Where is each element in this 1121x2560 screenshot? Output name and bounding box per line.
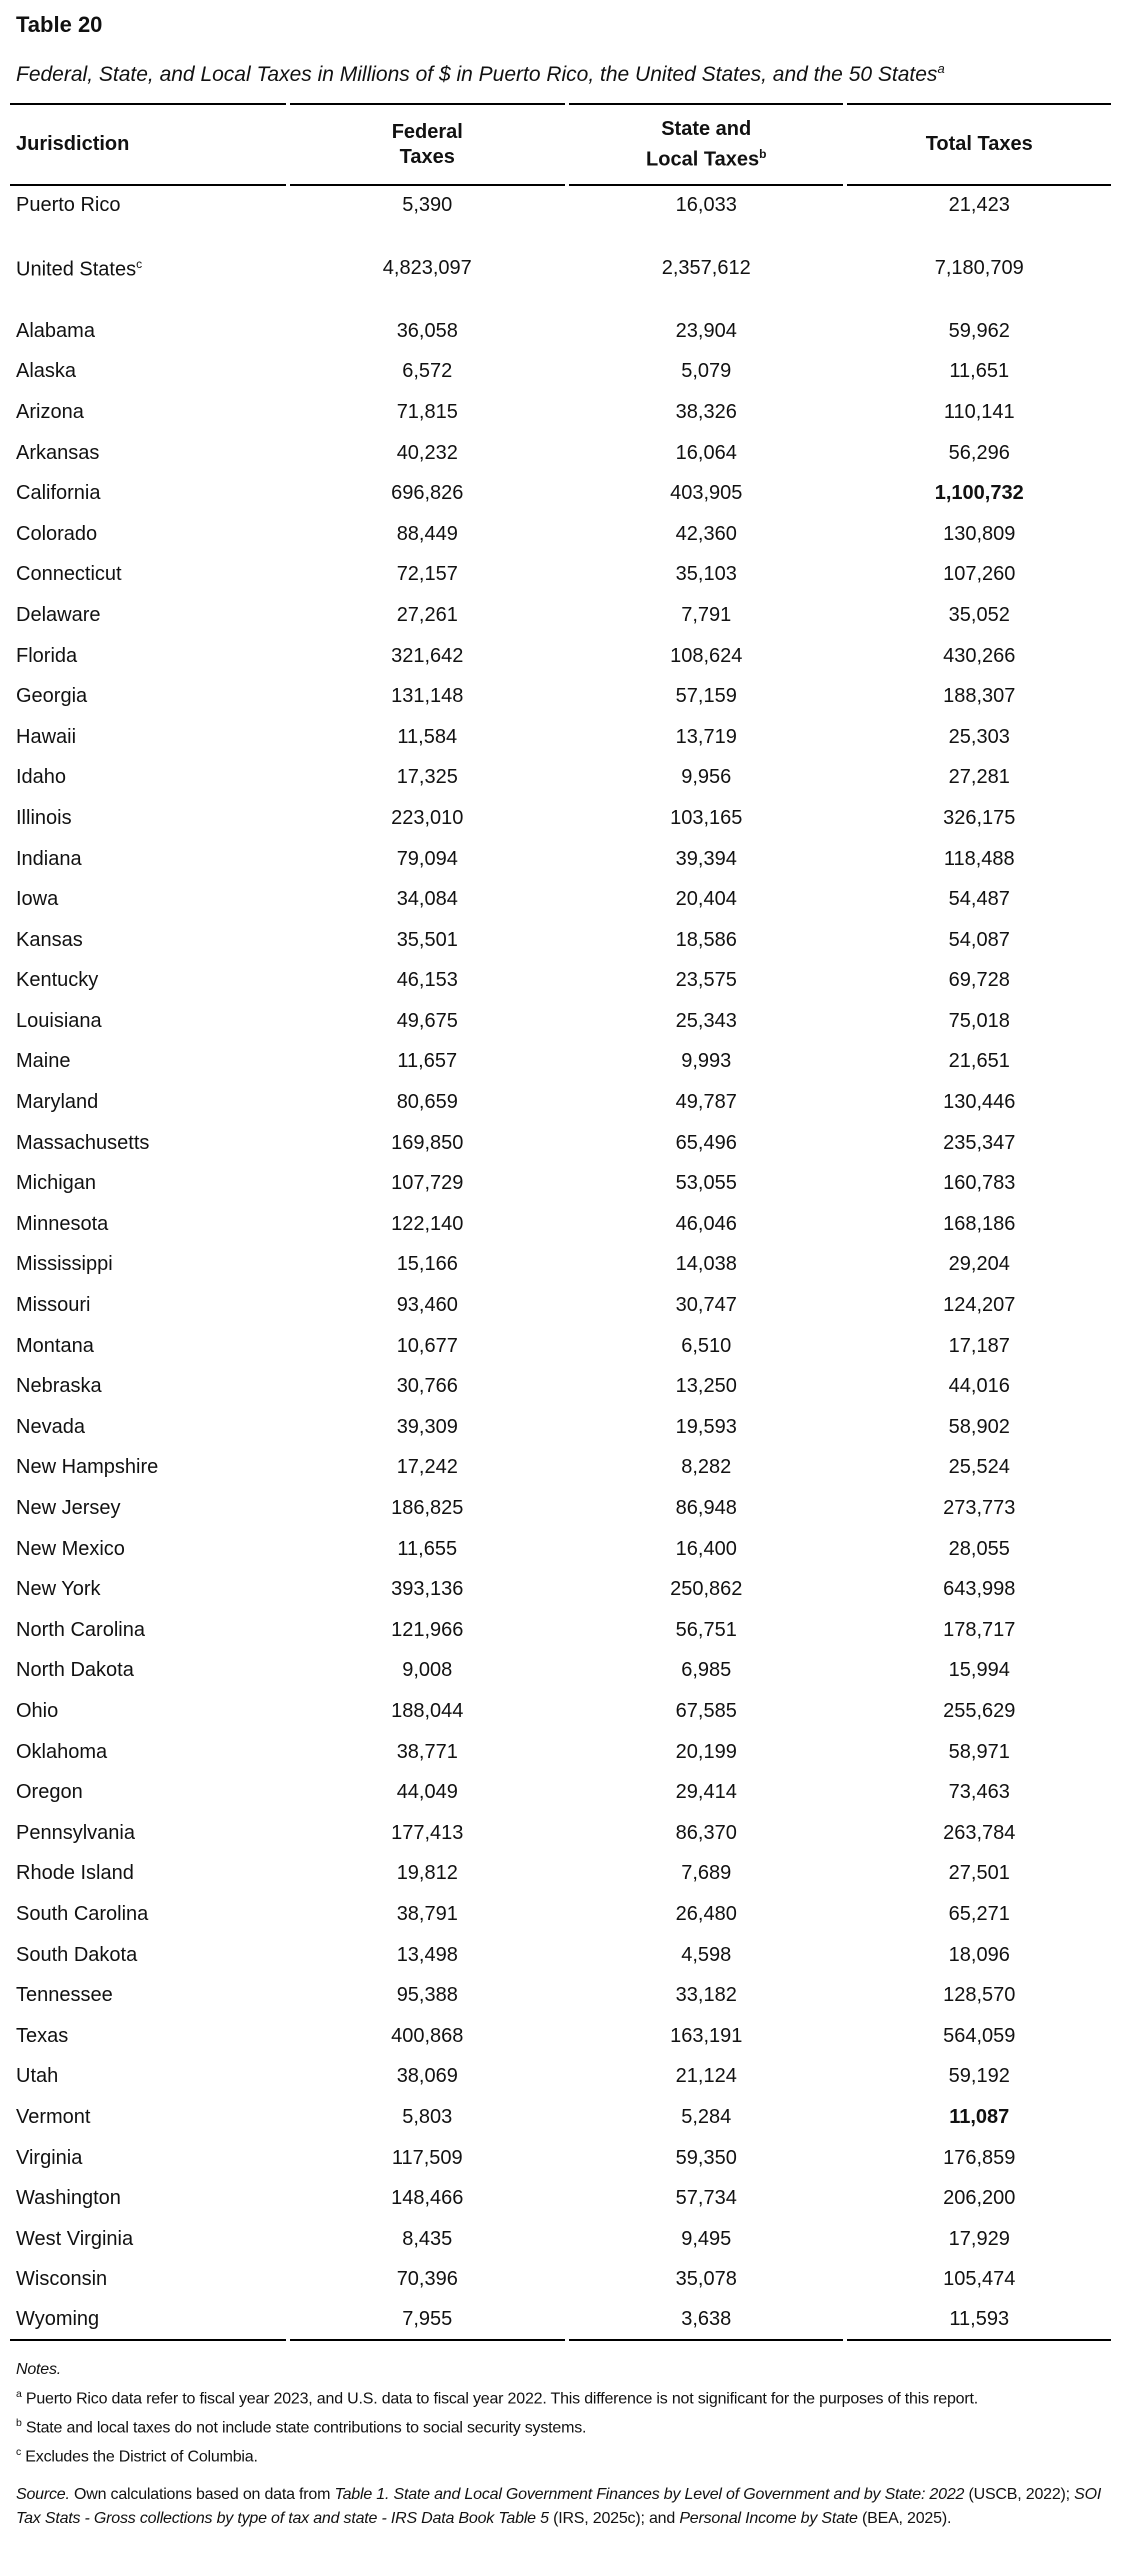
table-row	[10, 1894, 1111, 1935]
jurisdiction-cell: Alaska	[16, 360, 77, 383]
table-number-label: Table 20	[16, 12, 103, 37]
state-local-taxes-cell: 86,948	[675, 1497, 737, 1520]
federal-taxes-cell: 400,868	[391, 2024, 464, 2047]
federal-taxes-cell: 46,153	[396, 969, 458, 992]
federal-taxes-cell: 80,659	[396, 1091, 458, 1114]
jurisdiction-cell: Missouri	[16, 1294, 91, 1317]
jurisdiction-cell: Ohio	[16, 1699, 59, 1722]
total-taxes-cell: 25,524	[948, 1456, 1010, 1479]
federal-taxes-cell: 5,390	[402, 194, 453, 216]
total-taxes-cell: 107,260	[943, 563, 1016, 586]
federal-taxes-cell: 71,815	[396, 400, 458, 423]
state-local-taxes-cell: 33,182	[675, 1984, 737, 2007]
state-local-taxes-cell: 26,480	[675, 1902, 737, 1925]
total-taxes-cell: 1,100,732	[934, 482, 1024, 505]
federal-taxes-cell: 13,498	[396, 1943, 458, 1966]
federal-taxes-cell: 11,655	[397, 1537, 458, 1560]
total-taxes-cell: 28,055	[948, 1537, 1010, 1560]
state-local-taxes-cell: 29,414	[675, 1781, 737, 1804]
total-taxes-cell: 29,204	[948, 1253, 1010, 1276]
table-row	[10, 514, 1111, 555]
table-row	[10, 1691, 1111, 1732]
jurisdiction-cell: North Dakota	[16, 1659, 134, 1682]
table-row	[10, 2178, 1111, 2219]
tax-table-header-row	[10, 103, 1111, 186]
federal-taxes-cell: 38,791	[396, 1902, 458, 1925]
table-row	[10, 1407, 1111, 1448]
total-taxes-cell: 130,446	[943, 1091, 1016, 1114]
jurisdiction-footnote-marker: c	[136, 256, 143, 271]
total-taxes-cell: 21,423	[948, 194, 1010, 216]
jurisdiction-cell: Nebraska	[16, 1375, 102, 1398]
table-row	[10, 2260, 1111, 2301]
state-local-taxes-cell: 13,250	[675, 1375, 737, 1398]
state-local-taxes-cell: 4,598	[681, 1943, 732, 1966]
jurisdiction-cell: Georgia	[16, 685, 88, 708]
total-taxes-cell: 69,728	[948, 969, 1010, 992]
state-local-taxes-cell: 3,638	[569, 2300, 843, 2341]
jurisdiction-cell: Nevada	[16, 1415, 85, 1438]
table-row	[10, 1488, 1111, 1529]
table-row	[10, 595, 1111, 636]
state-local-taxes-cell: 46,046	[675, 1212, 737, 1235]
jurisdiction-cell: Montana	[16, 1334, 94, 1357]
total-taxes-cell: 58,971	[948, 1740, 1010, 1763]
federal-taxes-cell: 696,826	[391, 482, 464, 505]
jurisdiction-cell: Illinois	[16, 806, 72, 829]
footnote-marker: c	[16, 2446, 22, 2459]
total-taxes-cell: 44,016	[948, 1375, 1010, 1398]
total-taxes-cell: 255,629	[943, 1699, 1016, 1722]
federal-taxes-cell: 70,396	[396, 2268, 458, 2291]
jurisdiction-cell: South Carolina	[16, 1902, 149, 1925]
table-row	[10, 1813, 1111, 1854]
jurisdiction-cell: New Hampshire	[16, 1456, 159, 1479]
source-line	[16, 2483, 1105, 2532]
federal-taxes-cell: 17,242	[396, 1456, 458, 1479]
state-local-taxes-cell: 25,343	[675, 1009, 737, 1032]
state-local-taxes-cell: 18,586	[675, 928, 737, 951]
federal-taxes-cell: 11,657	[397, 1050, 458, 1073]
total-taxes-cell: 73,463	[948, 1781, 1010, 1804]
state-local-taxes-cell: 21,124	[675, 2065, 737, 2088]
table-row	[10, 920, 1111, 961]
total-taxes-cell: 326,175	[943, 806, 1016, 829]
jurisdiction-cell: South Dakota	[16, 1943, 138, 1966]
federal-taxes-cell: 93,460	[396, 1294, 458, 1317]
jurisdiction-cell: Idaho	[16, 766, 67, 789]
table-row	[10, 1975, 1111, 2016]
table-row	[10, 1082, 1111, 1123]
footnote: $^a$ Puerto Rico data refer to fiscal year 2023, and U.S. data to fiscal year 2022. This difference is not significant for the purposes of this report.	[16, 2387, 978, 2408]
state-local-taxes-cell: 86,370	[675, 1821, 737, 1844]
federal-taxes-cell: 107,729	[391, 1172, 464, 1195]
column-footnote-marker: b	[759, 146, 767, 161]
state-local-taxes-cell: 163,191	[670, 2024, 743, 2047]
tax-table-header	[10, 103, 1111, 186]
total-taxes-cell: 430,266	[943, 644, 1016, 667]
jurisdiction-cell: Oklahoma	[16, 1740, 108, 1763]
source-text-segment: (BEA, 2025).	[857, 2510, 952, 2528]
table-row	[10, 1326, 1111, 1367]
total-taxes-cell: 17,929	[948, 2227, 1010, 2250]
state-local-taxes-cell: 9,495	[681, 2227, 732, 2250]
state-local-taxes-cell: 16,064	[675, 441, 737, 464]
table-row	[10, 717, 1111, 758]
table-row	[10, 1448, 1111, 1489]
table-row	[10, 1651, 1111, 1692]
total-taxes-cell: 18,096	[948, 1943, 1010, 1966]
jurisdiction-cell: Massachusetts	[16, 1131, 150, 1154]
total-taxes-cell: 124,207	[943, 1294, 1016, 1317]
state-local-taxes-cell: 35,078	[675, 2268, 737, 2291]
tax-table	[6, 103, 1115, 2341]
table-row	[10, 1163, 1111, 1204]
table-row	[10, 1854, 1111, 1895]
jurisdiction-cell: Delaware	[16, 603, 101, 626]
table-row	[10, 1772, 1111, 1813]
table-row	[10, 879, 1111, 920]
table-row	[10, 186, 1111, 249]
jurisdiction-cell: Utah	[16, 2065, 59, 2088]
federal-taxes-cell: 10,677	[396, 1334, 458, 1357]
jurisdiction-cell: Kansas	[16, 928, 83, 951]
state-local-taxes-cell: 108,624	[670, 644, 743, 667]
jurisdiction-cell: New Jersey	[16, 1497, 121, 1520]
state-local-taxes-cell: 23,904	[675, 319, 737, 342]
state-local-taxes-cell: 103,165	[670, 806, 743, 829]
federal-taxes-cell: 122,140	[391, 1212, 464, 1235]
table-row	[10, 676, 1111, 717]
state-local-taxes-cell: 38,326	[675, 400, 737, 423]
total-taxes-cell: 65,271	[948, 1902, 1010, 1925]
jurisdiction-cell: Alabama	[16, 319, 95, 342]
jurisdiction-cell: Iowa	[16, 888, 59, 911]
state-local-taxes-cell: 57,159	[675, 685, 737, 708]
federal-taxes-cell: 79,094	[396, 847, 458, 870]
total-taxes-cell: 130,809	[943, 522, 1016, 545]
table-row	[10, 1285, 1111, 1326]
jurisdiction-cell: Indiana	[16, 847, 82, 870]
jurisdiction-cell: Arizona	[16, 400, 84, 423]
state-local-taxes-cell: 19,593	[675, 1415, 737, 1438]
jurisdiction-cell: Minnesota	[16, 1212, 109, 1235]
total-taxes-cell: 59,962	[948, 319, 1010, 342]
table-row	[10, 798, 1111, 839]
state-local-taxes-cell: 20,404	[675, 888, 737, 911]
federal-taxes-cell: 8,435	[402, 2227, 453, 2250]
federal-taxes-cell: 95,388	[396, 1984, 458, 2007]
state-local-taxes-cell: 7,791	[681, 603, 732, 626]
state-local-taxes-cell: 57,734	[675, 2187, 737, 2210]
state-local-taxes-cell: 250,862	[670, 1578, 743, 1601]
total-taxes-cell: 176,859	[943, 2146, 1016, 2169]
jurisdiction-cell: Rhode Island	[16, 1862, 134, 1885]
jurisdiction-cell: Pennsylvania	[16, 1821, 135, 1844]
jurisdiction-cell: Maryland	[16, 1091, 99, 1114]
state-local-taxes-cell: 65,496	[675, 1131, 737, 1154]
state-local-taxes-cell: 42,360	[675, 522, 737, 545]
table-row	[10, 961, 1111, 1002]
table-title-text: Federal, State, and Local Taxes in Millions of $ in Puerto Rico, the United States, and the 50 States	[16, 63, 938, 86]
total-taxes-cell: 235,347	[943, 1131, 1016, 1154]
federal-taxes-cell: 7,955	[290, 2300, 566, 2341]
table-row	[10, 2300, 1111, 2341]
source-italic-segment: Table 1. State and Local Government Finances by Level of Government and by State: 2022	[334, 2485, 965, 2503]
federal-taxes-cell: 36,058	[396, 319, 458, 342]
jurisdiction-cell: Colorado	[16, 522, 98, 545]
federal-taxes-cell: 15,166	[396, 1253, 458, 1276]
table-row	[10, 2097, 1111, 2138]
total-taxes-cell: 11,593	[847, 2300, 1111, 2341]
table-row	[10, 839, 1111, 880]
federal-taxes-cell: 17,325	[396, 766, 458, 789]
federal-taxes-cell: 131,148	[391, 685, 464, 708]
table-title	[6, 56, 1115, 88]
federal-taxes-cell: 49,675	[396, 1009, 458, 1032]
table-row	[10, 1935, 1111, 1976]
jurisdiction-cell: New York	[16, 1578, 101, 1601]
table-row	[10, 249, 1111, 312]
state-local-taxes-cell: 6,510	[681, 1334, 732, 1357]
total-taxes-cell: 15,994	[948, 1659, 1010, 1682]
jurisdiction-cell: Texas	[16, 2024, 69, 2047]
jurisdiction-cell: Wisconsin	[16, 2268, 108, 2291]
jurisdiction-cell: Oregon	[16, 1781, 83, 1804]
source-text-segment: (IRS, 2025c); and	[548, 2510, 680, 2528]
jurisdiction-cell: Maine	[16, 1050, 71, 1073]
total-taxes-cell: 58,902	[948, 1415, 1010, 1438]
total-taxes-cell: 643,998	[943, 1578, 1016, 1601]
state-local-taxes-cell: 35,103	[675, 563, 737, 586]
state-local-taxes-cell: 59,350	[675, 2146, 737, 2169]
federal-taxes-cell: 186,825	[391, 1497, 464, 1520]
table-row	[10, 1204, 1111, 1245]
total-taxes-cell: 56,296	[948, 441, 1010, 464]
state-local-taxes-cell: 6,985	[681, 1659, 732, 1682]
table-row	[10, 2138, 1111, 2179]
total-taxes-cell: 11,651	[949, 360, 1010, 383]
table-row	[10, 1529, 1111, 1570]
state-local-taxes-cell: 49,787	[675, 1091, 737, 1114]
footnote-marker: a	[16, 2387, 22, 2400]
table-row	[10, 2219, 1111, 2260]
source-italic-segment: Personal Income by State	[679, 2510, 858, 2528]
column-header-jurisdiction: Jurisdiction	[10, 103, 286, 186]
federal-taxes-cell: 9,008	[402, 1659, 453, 1682]
table-row	[10, 2016, 1111, 2057]
total-taxes-cell: 7,180,709	[934, 256, 1024, 279]
federal-taxes-cell: 34,084	[396, 888, 458, 911]
table-row	[10, 636, 1111, 677]
table-row	[10, 555, 1111, 596]
jurisdiction-cell: United States$^c$	[16, 256, 143, 281]
state-local-taxes-cell: 5,079	[681, 360, 732, 383]
column-header-total-taxes: Total Taxes	[847, 103, 1111, 186]
federal-taxes-cell: 38,069	[396, 2065, 458, 2088]
table-title-footnote-marker: a	[937, 61, 945, 76]
state-local-taxes-cell: 5,284	[681, 2105, 732, 2128]
total-taxes-cell: 25,303	[948, 725, 1010, 748]
jurisdiction-cell: North Carolina	[16, 1618, 145, 1641]
state-local-taxes-cell: 2,357,612	[661, 256, 751, 279]
federal-taxes-cell: 148,466	[391, 2187, 464, 2210]
column-header-state-local-taxes: State and Local Taxes$^b$	[569, 103, 843, 186]
federal-taxes-cell: 4,823,097	[382, 256, 472, 279]
federal-taxes-cell: 44,049	[396, 1781, 458, 1804]
source-text-segment: (USCB, 2022);	[964, 2485, 1075, 2503]
table-row	[10, 1366, 1111, 1407]
footnote-marker: b	[16, 2417, 22, 2430]
state-local-taxes-cell: 16,400	[675, 1537, 737, 1560]
total-taxes-cell: 564,059	[943, 2024, 1016, 2047]
jurisdiction-cell: Arkansas	[16, 441, 100, 464]
source-italic-segment: SOI Tax Stats - Gross collections by type of tax and state - IRS Data Book Table 5	[16, 2485, 1102, 2528]
federal-taxes-cell: 5,803	[402, 2105, 453, 2128]
federal-taxes-cell: 6,572	[402, 360, 453, 383]
federal-taxes-cell: 188,044	[391, 1699, 464, 1722]
table-row	[10, 1042, 1111, 1083]
federal-taxes-cell: 393,136	[391, 1578, 464, 1601]
jurisdiction-cell: Mississippi	[16, 1253, 113, 1276]
jurisdiction-cell: Tennessee	[16, 1984, 113, 2007]
footnotes-list	[16, 2382, 1105, 2470]
jurisdiction-cell: Florida	[16, 644, 78, 667]
total-taxes-cell: 118,488	[943, 847, 1015, 870]
state-local-taxes-cell: 56,751	[675, 1618, 737, 1641]
table-row	[10, 1123, 1111, 1164]
state-local-taxes-cell: 13,719	[675, 725, 737, 748]
state-local-taxes-cell: 9,956	[681, 766, 732, 789]
federal-taxes-cell: 177,413	[391, 1821, 464, 1844]
table-row	[10, 1610, 1111, 1651]
jurisdiction-cell: California	[16, 482, 101, 505]
table-row	[10, 2057, 1111, 2098]
total-taxes-cell: 35,052	[948, 603, 1010, 626]
source-text-segment: Own calculations based on data from	[69, 2485, 335, 2503]
total-taxes-cell: 21,651	[948, 1050, 1010, 1073]
total-taxes-cell: 105,474	[943, 2268, 1016, 2291]
federal-taxes-cell: 223,010	[391, 806, 464, 829]
state-local-taxes-cell: 8,282	[681, 1456, 732, 1479]
total-taxes-cell: 206,200	[943, 2187, 1016, 2210]
federal-taxes-cell: 38,771	[396, 1740, 458, 1763]
notes-section	[6, 2357, 1115, 2532]
state-local-taxes-cell: 23,575	[675, 969, 737, 992]
total-taxes-cell: 263,784	[943, 1821, 1016, 1844]
jurisdiction-cell: Kentucky	[16, 969, 99, 992]
state-local-taxes-cell: 67,585	[675, 1699, 737, 1722]
source-italic-segment: Source.	[16, 2485, 70, 2503]
table-row	[10, 433, 1111, 474]
total-taxes-cell: 178,717	[943, 1618, 1016, 1641]
state-local-taxes-cell: 14,038	[675, 1253, 737, 1276]
total-taxes-cell: 273,773	[943, 1497, 1016, 1520]
federal-taxes-cell: 117,509	[391, 2146, 463, 2169]
total-taxes-cell: 11,087	[949, 2105, 1010, 2128]
table-row	[10, 392, 1111, 433]
state-local-taxes-cell: 7,689	[681, 1862, 732, 1885]
jurisdiction-cell: Vermont	[16, 2105, 91, 2128]
table-row	[10, 758, 1111, 799]
jurisdiction-cell: Wyoming	[10, 2300, 286, 2341]
jurisdiction-cell: Virginia	[16, 2146, 83, 2169]
jurisdiction-cell: Hawaii	[16, 725, 77, 748]
total-taxes-cell: 27,281	[948, 766, 1010, 789]
state-local-taxes-cell: 39,394	[675, 847, 737, 870]
notes-label: Notes.	[16, 2360, 62, 2378]
jurisdiction-cell: Washington	[16, 2187, 121, 2210]
total-taxes-cell: 17,187	[948, 1334, 1010, 1357]
federal-taxes-cell: 35,501	[396, 928, 458, 951]
table-row	[10, 1569, 1111, 1610]
state-local-taxes-cell: 30,747	[675, 1294, 737, 1317]
federal-taxes-cell: 321,642	[391, 644, 464, 667]
total-taxes-cell: 188,307	[943, 685, 1016, 708]
total-taxes-cell: 160,783	[943, 1172, 1016, 1195]
footnote: $^c$ Excludes the District of Columbia.	[16, 2446, 258, 2466]
state-local-taxes-cell: 403,905	[670, 482, 743, 505]
footnote: $^b$ State and local taxes do not include state contributions to social security systems.	[16, 2417, 587, 2437]
federal-taxes-cell: 40,232	[396, 441, 458, 464]
total-taxes-cell: 128,570	[943, 1984, 1016, 2007]
federal-taxes-cell: 72,157	[396, 563, 458, 586]
federal-taxes-cell: 169,850	[391, 1131, 464, 1154]
jurisdiction-cell: West Virginia	[16, 2227, 134, 2250]
total-taxes-cell: 54,487	[948, 888, 1010, 911]
federal-taxes-cell: 27,261	[396, 603, 458, 626]
table-row	[10, 311, 1111, 352]
table-row	[10, 1732, 1111, 1773]
table-row	[10, 1245, 1111, 1286]
total-taxes-cell: 27,501	[948, 1862, 1010, 1885]
federal-taxes-cell: 39,309	[396, 1415, 458, 1438]
state-local-taxes-cell: 53,055	[675, 1172, 737, 1195]
federal-taxes-cell: 11,584	[397, 725, 458, 748]
jurisdiction-cell: Louisiana	[16, 1009, 102, 1032]
jurisdiction-cell: Connecticut	[16, 563, 122, 586]
federal-taxes-cell: 19,812	[396, 1862, 458, 1885]
jurisdiction-cell: New Mexico	[16, 1537, 125, 1560]
federal-taxes-cell: 121,966	[391, 1618, 464, 1641]
column-header-federal-taxes: Federal Taxes	[290, 103, 566, 186]
table-row	[10, 1001, 1111, 1042]
total-taxes-cell: 75,018	[948, 1009, 1010, 1032]
table-row	[10, 473, 1111, 514]
state-local-taxes-cell: 16,033	[675, 194, 737, 216]
federal-taxes-cell: 30,766	[396, 1375, 458, 1398]
jurisdiction-cell: Puerto Rico	[16, 194, 121, 216]
jurisdiction-cell: Michigan	[16, 1172, 97, 1195]
total-taxes-cell: 168,186	[943, 1212, 1016, 1235]
total-taxes-cell: 54,087	[948, 928, 1010, 951]
state-local-taxes-cell: 9,993	[681, 1050, 732, 1073]
tax-table-body	[10, 186, 1111, 2341]
total-taxes-cell: 110,141	[943, 400, 1015, 423]
federal-taxes-cell: 88,449	[396, 522, 458, 545]
state-local-taxes-cell: 20,199	[675, 1740, 737, 1763]
total-taxes-cell: 59,192	[948, 2065, 1010, 2088]
table-row	[10, 352, 1111, 393]
